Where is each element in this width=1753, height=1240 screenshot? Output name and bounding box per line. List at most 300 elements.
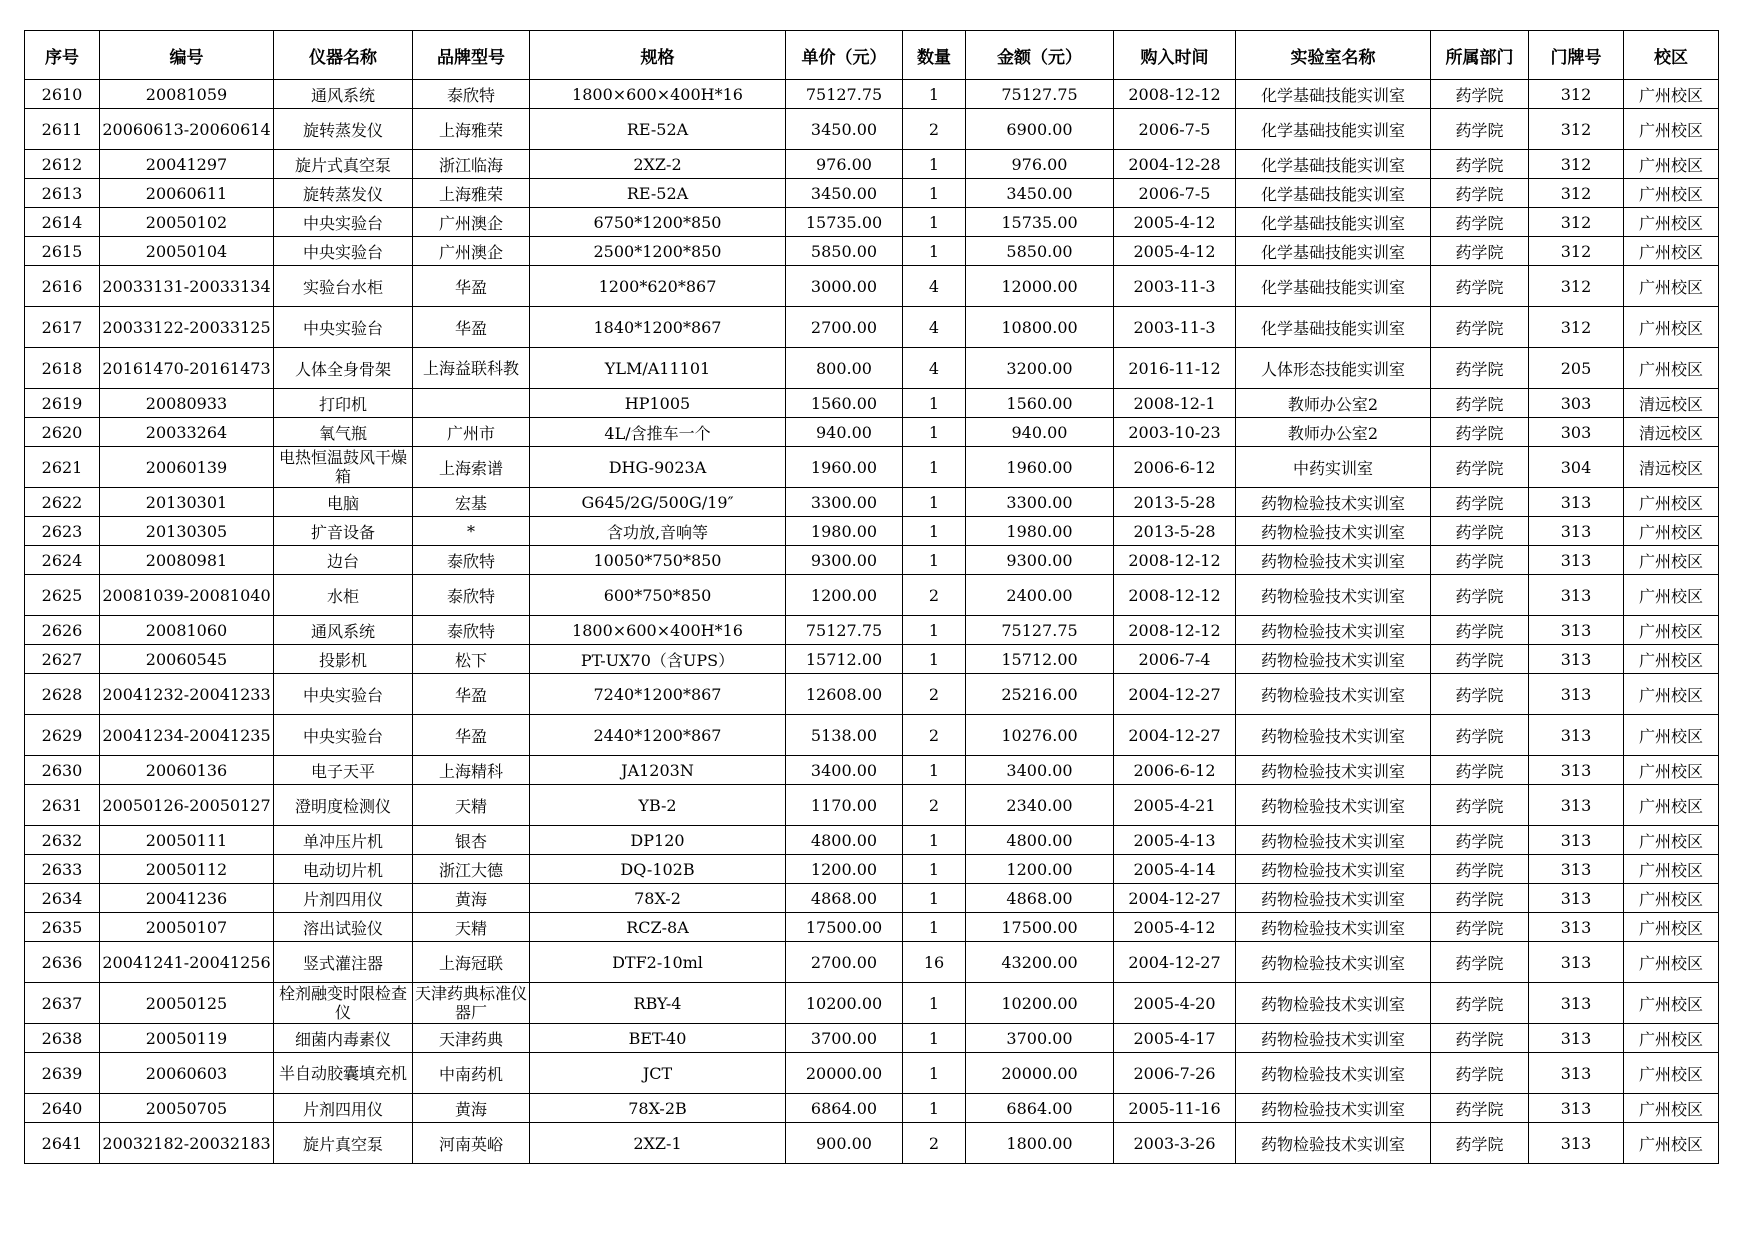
qty-cell: 1 [903,756,966,785]
instrument-cell: 扩音设备 [274,517,413,546]
table-row [25,674,1719,715]
spec-cell: YB-2 [530,785,786,826]
spec-cell: 1200*620*867 [530,266,786,307]
purchase-date-cell: 2016-11-12 [1114,348,1236,389]
room-cell: 303 [1529,389,1624,418]
seq-cell: 2629 [25,715,100,756]
purchase-date-cell: 2005-4-14 [1114,855,1236,884]
id-cell: 20041232-20041233 [100,674,274,715]
table-row [25,1094,1719,1123]
room-cell: 313 [1529,826,1624,855]
campus-cell: 广州校区 [1624,715,1719,756]
campus-cell: 广州校区 [1624,785,1719,826]
instrument-cell: 细菌内毒素仪 [274,1024,413,1053]
amount-cell: 3450.00 [966,179,1114,208]
id-cell: 20161470-20161473 [100,348,274,389]
amount-cell: 43200.00 [966,942,1114,983]
spec-cell: 1840*1200*867 [530,307,786,348]
campus-cell: 广州校区 [1624,674,1719,715]
amount-cell: 976.00 [966,150,1114,179]
table-row [25,447,1719,488]
id-cell: 20060611 [100,179,274,208]
qty-cell: 2 [903,109,966,150]
spec-cell: JA1203N [530,756,786,785]
lab-cell: 药物检验技术实训室 [1236,785,1431,826]
amount-cell: 3700.00 [966,1024,1114,1053]
unit-price-cell: 5850.00 [786,237,903,266]
table-row [25,109,1719,150]
spec-cell: RE-52A [530,109,786,150]
qty-cell: 16 [903,942,966,983]
room-cell: 313 [1529,983,1624,1024]
table-row [25,488,1719,517]
qty-cell: 1 [903,983,966,1024]
spec-cell: 1800×600×400H*16 [530,80,786,109]
room-cell: 313 [1529,674,1624,715]
purchase-date-cell: 2013-5-28 [1114,488,1236,517]
amount-cell: 1200.00 [966,855,1114,884]
room-cell: 312 [1529,80,1624,109]
room-cell: 313 [1529,1123,1624,1164]
seq-cell: 2628 [25,674,100,715]
id-cell: 20041234-20041235 [100,715,274,756]
table-row [25,942,1719,983]
col-dept-header: 所属部门 [1431,31,1529,80]
brand-cell: 浙江大德 [413,855,530,884]
table-row [25,208,1719,237]
campus-cell: 广州校区 [1624,616,1719,645]
spec-cell: HP1005 [530,389,786,418]
lab-cell: 药物检验技术实训室 [1236,1053,1431,1094]
unit-price-cell: 1960.00 [786,447,903,488]
amount-cell: 3300.00 [966,488,1114,517]
id-cell: 20050102 [100,208,274,237]
spec-cell: 7240*1200*867 [530,674,786,715]
brand-cell: 泰欣特 [413,80,530,109]
seq-cell: 2616 [25,266,100,307]
brand-cell: 华盈 [413,266,530,307]
unit-price-cell: 1560.00 [786,389,903,418]
room-cell: 313 [1529,942,1624,983]
table-row [25,884,1719,913]
seq-cell: 2611 [25,109,100,150]
room-cell: 313 [1529,488,1624,517]
dept-cell: 药学院 [1431,447,1529,488]
seq-cell: 2622 [25,488,100,517]
brand-cell: 上海益联科教 [413,348,530,389]
col-brand-header: 品牌型号 [413,31,530,80]
amount-cell: 2340.00 [966,785,1114,826]
spec-cell: RBY-4 [530,983,786,1024]
purchase-date-cell: 2005-11-16 [1114,1094,1236,1123]
table-row [25,616,1719,645]
lab-cell: 药物检验技术实训室 [1236,715,1431,756]
spec-cell: 1800×600×400H*16 [530,616,786,645]
id-cell: 20050107 [100,913,274,942]
lab-cell: 教师办公室2 [1236,389,1431,418]
qty-cell: 1 [903,645,966,674]
dept-cell: 药学院 [1431,674,1529,715]
campus-cell: 清远校区 [1624,389,1719,418]
lab-cell: 化学基础技能实训室 [1236,208,1431,237]
amount-cell: 12000.00 [966,266,1114,307]
amount-cell: 2400.00 [966,575,1114,616]
room-cell: 312 [1529,208,1624,237]
spec-cell: DP120 [530,826,786,855]
amount-cell: 15712.00 [966,645,1114,674]
room-cell: 313 [1529,546,1624,575]
brand-cell: 黄海 [413,1094,530,1123]
seq-cell: 2617 [25,307,100,348]
table-row [25,546,1719,575]
lab-cell: 药物检验技术实训室 [1236,1024,1431,1053]
unit-price-cell: 1980.00 [786,517,903,546]
seq-cell: 2610 [25,80,100,109]
seq-cell: 2614 [25,208,100,237]
room-cell: 313 [1529,756,1624,785]
qty-cell: 1 [903,616,966,645]
id-cell: 20041241-20041256 [100,942,274,983]
amount-cell: 4868.00 [966,884,1114,913]
brand-cell: 广州澳企 [413,208,530,237]
qty-cell: 1 [903,488,966,517]
table-row [25,389,1719,418]
table-row [25,150,1719,179]
instrument-cell: 实验台水柜 [274,266,413,307]
brand-cell: 华盈 [413,674,530,715]
dept-cell: 药学院 [1431,348,1529,389]
brand-cell: 松下 [413,645,530,674]
dept-cell: 药学院 [1431,80,1529,109]
campus-cell: 广州校区 [1624,109,1719,150]
campus-cell: 广州校区 [1624,983,1719,1024]
purchase-date-cell: 2005-4-20 [1114,983,1236,1024]
amount-cell: 1980.00 [966,517,1114,546]
room-cell: 313 [1529,884,1624,913]
lab-cell: 药物检验技术实训室 [1236,674,1431,715]
spec-cell: DHG-9023A [530,447,786,488]
instrument-cell: 中央实验台 [274,237,413,266]
room-cell: 312 [1529,150,1624,179]
seq-cell: 2613 [25,179,100,208]
id-cell: 20050125 [100,983,274,1024]
brand-cell: 天精 [413,785,530,826]
spec-cell: 2440*1200*867 [530,715,786,756]
room-cell: 312 [1529,307,1624,348]
brand-cell: 泰欣特 [413,616,530,645]
dept-cell: 药学院 [1431,645,1529,674]
instrument-cell: 中央实验台 [274,307,413,348]
purchase-date-cell: 2008-12-12 [1114,80,1236,109]
table-row [25,715,1719,756]
purchase-date-cell: 2004-12-27 [1114,674,1236,715]
campus-cell: 广州校区 [1624,1053,1719,1094]
campus-cell: 清远校区 [1624,418,1719,447]
unit-price-cell: 3300.00 [786,488,903,517]
instrument-cell: 边台 [274,546,413,575]
spec-cell: JCT [530,1053,786,1094]
spec-cell: YLM/A11101 [530,348,786,389]
lab-cell: 化学基础技能实训室 [1236,179,1431,208]
brand-cell: 泰欣特 [413,546,530,575]
instrument-cell: 通风系统 [274,80,413,109]
table-row [25,80,1719,109]
dept-cell: 药学院 [1431,307,1529,348]
amount-cell: 5850.00 [966,237,1114,266]
amount-cell: 1800.00 [966,1123,1114,1164]
spec-cell: 78X-2 [530,884,786,913]
id-cell: 20041236 [100,884,274,913]
unit-price-cell: 3000.00 [786,266,903,307]
campus-cell: 清远校区 [1624,447,1719,488]
qty-cell: 4 [903,348,966,389]
spec-cell: PT-UX70（含UPS） [530,645,786,674]
room-cell: 313 [1529,1094,1624,1123]
lab-cell: 化学基础技能实训室 [1236,80,1431,109]
lab-cell: 药物检验技术实训室 [1236,756,1431,785]
seq-cell: 2636 [25,942,100,983]
dept-cell: 药学院 [1431,517,1529,546]
spec-cell: DTF2-10ml [530,942,786,983]
lab-cell: 药物检验技术实训室 [1236,546,1431,575]
brand-cell: 宏基 [413,488,530,517]
spec-cell: 10050*750*850 [530,546,786,575]
dept-cell: 药学院 [1431,1024,1529,1053]
dept-cell: 药学院 [1431,150,1529,179]
col-seq-header: 序号 [25,31,100,80]
spec-cell: 2XZ-1 [530,1123,786,1164]
table-row [25,1024,1719,1053]
qty-cell: 1 [903,179,966,208]
seq-cell: 2634 [25,884,100,913]
campus-cell: 广州校区 [1624,307,1719,348]
id-cell: 20041297 [100,150,274,179]
brand-cell: 天津药典 [413,1024,530,1053]
id-cell: 20050126-20050127 [100,785,274,826]
id-cell: 20081059 [100,80,274,109]
dept-cell: 药学院 [1431,983,1529,1024]
brand-cell: * [413,517,530,546]
purchase-date-cell: 2008-12-12 [1114,575,1236,616]
unit-price-cell: 5138.00 [786,715,903,756]
unit-price-cell: 1200.00 [786,855,903,884]
col-unit-price-header: 单价（元） [786,31,903,80]
lab-cell: 药物检验技术实训室 [1236,616,1431,645]
table-row [25,237,1719,266]
dept-cell: 药学院 [1431,179,1529,208]
lab-cell: 药物检验技术实训室 [1236,575,1431,616]
unit-price-cell: 3450.00 [786,109,903,150]
purchase-date-cell: 2003-11-3 [1114,266,1236,307]
campus-cell: 广州校区 [1624,208,1719,237]
col-id-header: 编号 [100,31,274,80]
brand-cell: 华盈 [413,715,530,756]
brand-cell: 上海雅荣 [413,109,530,150]
spec-cell: 600*750*850 [530,575,786,616]
unit-price-cell: 6864.00 [786,1094,903,1123]
unit-price-cell: 2700.00 [786,942,903,983]
room-cell: 313 [1529,855,1624,884]
dept-cell: 药学院 [1431,1053,1529,1094]
dept-cell: 药学院 [1431,616,1529,645]
room-cell: 303 [1529,418,1624,447]
seq-cell: 2641 [25,1123,100,1164]
amount-cell: 25216.00 [966,674,1114,715]
dept-cell: 药学院 [1431,266,1529,307]
dept-cell: 药学院 [1431,575,1529,616]
purchase-date-cell: 2006-6-12 [1114,756,1236,785]
col-room-header: 门牌号 [1529,31,1624,80]
room-cell: 313 [1529,1024,1624,1053]
purchase-date-cell: 2004-12-27 [1114,884,1236,913]
table-row [25,826,1719,855]
room-cell: 312 [1529,109,1624,150]
table-row [25,1123,1719,1164]
qty-cell: 1 [903,418,966,447]
seq-cell: 2627 [25,645,100,674]
brand-cell: 广州市 [413,418,530,447]
id-cell: 20050111 [100,826,274,855]
dept-cell: 药学院 [1431,942,1529,983]
unit-price-cell: 900.00 [786,1123,903,1164]
dept-cell: 药学院 [1431,237,1529,266]
amount-cell: 3200.00 [966,348,1114,389]
lab-cell: 化学基础技能实训室 [1236,307,1431,348]
brand-cell: 河南英峪 [413,1123,530,1164]
campus-cell: 广州校区 [1624,237,1719,266]
instrument-cell: 旋转蒸发仪 [274,179,413,208]
brand-cell: 天津药典标准仪器厂 [413,983,530,1024]
amount-cell: 9300.00 [966,546,1114,575]
purchase-date-cell: 2003-10-23 [1114,418,1236,447]
purchase-date-cell: 2006-7-26 [1114,1053,1236,1094]
purchase-date-cell: 2004-12-28 [1114,150,1236,179]
brand-cell: 上海精科 [413,756,530,785]
campus-cell: 广州校区 [1624,756,1719,785]
spec-cell: G645/2G/500G/19″ [530,488,786,517]
lab-cell: 药物检验技术实训室 [1236,913,1431,942]
instrument-cell: 中央实验台 [274,208,413,237]
qty-cell: 1 [903,208,966,237]
room-cell: 313 [1529,575,1624,616]
qty-cell: 1 [903,1053,966,1094]
col-campus-header: 校区 [1624,31,1719,80]
table-row [25,645,1719,674]
table-row [25,517,1719,546]
qty-cell: 1 [903,826,966,855]
purchase-date-cell: 2005-4-21 [1114,785,1236,826]
id-cell: 20060603 [100,1053,274,1094]
amount-cell: 1560.00 [966,389,1114,418]
brand-cell: 黄海 [413,884,530,913]
brand-cell: 银杏 [413,826,530,855]
dept-cell: 药学院 [1431,785,1529,826]
purchase-date-cell: 2005-4-17 [1114,1024,1236,1053]
spec-cell: RE-52A [530,179,786,208]
brand-cell: 上海冠联 [413,942,530,983]
table-row [25,855,1719,884]
seq-cell: 2624 [25,546,100,575]
purchase-date-cell: 2004-12-27 [1114,715,1236,756]
id-cell: 20033264 [100,418,274,447]
unit-price-cell: 15735.00 [786,208,903,237]
id-cell: 20130305 [100,517,274,546]
campus-cell: 广州校区 [1624,179,1719,208]
brand-cell: 广州澳企 [413,237,530,266]
seq-cell: 2635 [25,913,100,942]
table-row [25,348,1719,389]
table-row [25,785,1719,826]
unit-price-cell: 2700.00 [786,307,903,348]
room-cell: 312 [1529,179,1624,208]
unit-price-cell: 1170.00 [786,785,903,826]
campus-cell: 广州校区 [1624,855,1719,884]
lab-cell: 药物检验技术实训室 [1236,983,1431,1024]
col-spec-header: 规格 [530,31,786,80]
amount-cell: 3400.00 [966,756,1114,785]
instrument-cell: 片剂四用仪 [274,1094,413,1123]
id-cell: 20081039-20081040 [100,575,274,616]
room-cell: 313 [1529,1053,1624,1094]
amount-cell: 6864.00 [966,1094,1114,1123]
lab-cell: 药物检验技术实训室 [1236,884,1431,913]
id-cell: 20060545 [100,645,274,674]
brand-cell: 泰欣特 [413,575,530,616]
purchase-date-cell: 2006-7-5 [1114,179,1236,208]
id-cell: 20081060 [100,616,274,645]
id-cell: 20033122-20033125 [100,307,274,348]
brand-cell: 华盈 [413,307,530,348]
lab-cell: 化学基础技能实训室 [1236,109,1431,150]
campus-cell: 广州校区 [1624,826,1719,855]
room-cell: 313 [1529,645,1624,674]
qty-cell: 1 [903,237,966,266]
lab-cell: 药物检验技术实训室 [1236,1094,1431,1123]
amount-cell: 15735.00 [966,208,1114,237]
col-purchase-date-header: 购入时间 [1114,31,1236,80]
id-cell: 20033131-20033134 [100,266,274,307]
table-row [25,756,1719,785]
id-cell: 20050112 [100,855,274,884]
amount-cell: 10200.00 [966,983,1114,1024]
lab-cell: 药物检验技术实训室 [1236,942,1431,983]
qty-cell: 4 [903,266,966,307]
lab-cell: 药物检验技术实训室 [1236,645,1431,674]
brand-cell: 上海雅荣 [413,179,530,208]
instrument-cell: 电子天平 [274,756,413,785]
brand-cell: 中南药机 [413,1053,530,1094]
dept-cell: 药学院 [1431,488,1529,517]
lab-cell: 化学基础技能实训室 [1236,237,1431,266]
dept-cell: 药学院 [1431,715,1529,756]
seq-cell: 2631 [25,785,100,826]
instrument-cell: 人体全身骨架 [274,348,413,389]
unit-price-cell: 4800.00 [786,826,903,855]
dept-cell: 药学院 [1431,546,1529,575]
campus-cell: 广州校区 [1624,942,1719,983]
room-cell: 304 [1529,447,1624,488]
unit-price-cell: 17500.00 [786,913,903,942]
lab-cell: 化学基础技能实训室 [1236,150,1431,179]
unit-price-cell: 3700.00 [786,1024,903,1053]
campus-cell: 广州校区 [1624,1094,1719,1123]
table-row [25,307,1719,348]
room-cell: 313 [1529,913,1624,942]
campus-cell: 广州校区 [1624,488,1719,517]
seq-cell: 2619 [25,389,100,418]
unit-price-cell: 3450.00 [786,179,903,208]
instrument-cell: 旋转蒸发仪 [274,109,413,150]
